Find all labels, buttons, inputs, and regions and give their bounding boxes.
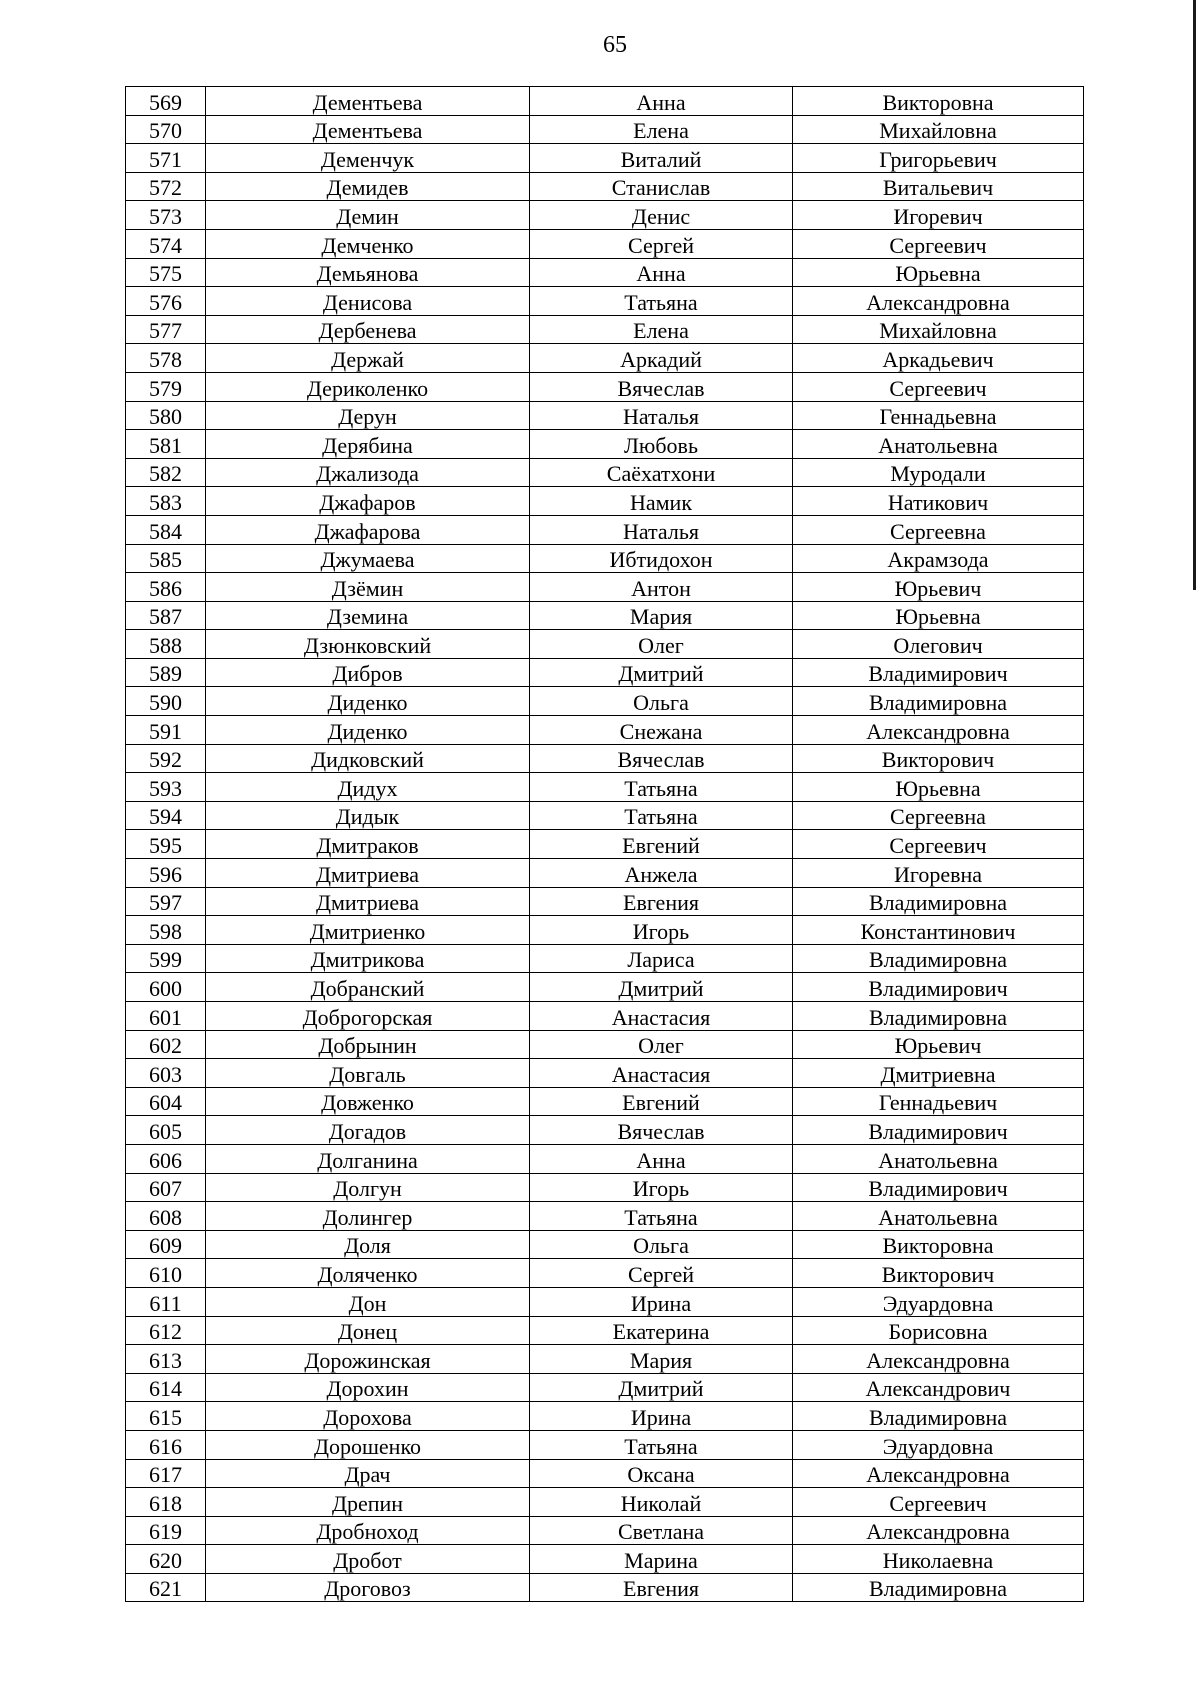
row-number-cell: 575 bbox=[126, 258, 206, 287]
last-name-cell: Догадов bbox=[206, 1116, 530, 1145]
patronymic-cell: Сергеевна bbox=[793, 801, 1084, 830]
first-name-cell: Ирина bbox=[530, 1402, 793, 1431]
first-name-cell: Елена bbox=[530, 315, 793, 344]
last-name-cell: Дементьева bbox=[206, 87, 530, 116]
patronymic-cell: Викторовна bbox=[793, 1230, 1084, 1259]
table-row bbox=[126, 744, 1084, 773]
last-name-cell: Драч bbox=[206, 1459, 530, 1488]
row-number-cell: 580 bbox=[126, 401, 206, 430]
last-name-cell: Демин bbox=[206, 201, 530, 230]
row-number-cell: 570 bbox=[126, 115, 206, 144]
patronymic-cell: Дмитриевна bbox=[793, 1059, 1084, 1088]
first-name-cell: Екатерина bbox=[530, 1316, 793, 1345]
first-name-cell: Ольга bbox=[530, 687, 793, 716]
first-name-cell: Наталья bbox=[530, 515, 793, 544]
row-number-cell: 608 bbox=[126, 1202, 206, 1231]
last-name-cell: Долингер bbox=[206, 1202, 530, 1231]
patronymic-cell: Юрьевич bbox=[793, 573, 1084, 602]
first-name-cell: Татьяна bbox=[530, 1202, 793, 1231]
row-number-cell: 571 bbox=[126, 144, 206, 173]
table-row bbox=[126, 258, 1084, 287]
table-row bbox=[126, 1459, 1084, 1488]
row-number-cell: 591 bbox=[126, 716, 206, 745]
first-name-cell: Денис bbox=[530, 201, 793, 230]
first-name-cell: Евгений bbox=[530, 830, 793, 859]
row-number-cell: 573 bbox=[126, 201, 206, 230]
row-number-cell: 603 bbox=[126, 1059, 206, 1088]
last-name-cell: Дмитрикова bbox=[206, 944, 530, 973]
patronymic-cell: Сергеевич bbox=[793, 372, 1084, 401]
patronymic-cell: Владимировна bbox=[793, 1573, 1084, 1602]
row-number-cell: 613 bbox=[126, 1345, 206, 1374]
last-name-cell: Дмитраков bbox=[206, 830, 530, 859]
row-number-cell: 592 bbox=[126, 744, 206, 773]
patronymic-cell: Александрович bbox=[793, 1373, 1084, 1402]
row-number-cell: 605 bbox=[126, 1116, 206, 1145]
patronymic-cell: Владимирович bbox=[793, 973, 1084, 1002]
last-name-cell: Довженко bbox=[206, 1087, 530, 1116]
row-number-cell: 577 bbox=[126, 315, 206, 344]
row-number-cell: 600 bbox=[126, 973, 206, 1002]
table-row bbox=[126, 458, 1084, 487]
patronymic-cell: Эдуардовна bbox=[793, 1430, 1084, 1459]
row-number-cell: 619 bbox=[126, 1516, 206, 1545]
table-row bbox=[126, 115, 1084, 144]
first-name-cell: Ибтидохон bbox=[530, 544, 793, 573]
last-name-cell: Довгаль bbox=[206, 1059, 530, 1088]
table-row bbox=[126, 1402, 1084, 1431]
row-number-cell: 614 bbox=[126, 1373, 206, 1402]
patronymic-cell: Викторович bbox=[793, 744, 1084, 773]
first-name-cell: Дмитрий bbox=[530, 1373, 793, 1402]
table-row bbox=[126, 1030, 1084, 1059]
table-row bbox=[126, 144, 1084, 173]
first-name-cell: Мария bbox=[530, 1345, 793, 1374]
patronymic-cell: Витальевич bbox=[793, 172, 1084, 201]
row-number-cell: 606 bbox=[126, 1144, 206, 1173]
table-row bbox=[126, 1202, 1084, 1231]
last-name-cell: Джумаева bbox=[206, 544, 530, 573]
table-row bbox=[126, 801, 1084, 830]
row-number-cell: 576 bbox=[126, 287, 206, 316]
table-row bbox=[126, 544, 1084, 573]
first-name-cell: Евгения bbox=[530, 1573, 793, 1602]
row-number-cell: 597 bbox=[126, 887, 206, 916]
last-name-cell: Дзёмин bbox=[206, 573, 530, 602]
first-name-cell: Ирина bbox=[530, 1287, 793, 1316]
patronymic-cell: Михайловна bbox=[793, 315, 1084, 344]
patronymic-cell: Юрьевна bbox=[793, 258, 1084, 287]
first-name-cell: Евгения bbox=[530, 887, 793, 916]
patronymic-cell: Анатольевна bbox=[793, 430, 1084, 459]
table-row bbox=[126, 344, 1084, 373]
first-name-cell: Анастасия bbox=[530, 1059, 793, 1088]
last-name-cell: Диденко bbox=[206, 687, 530, 716]
last-name-cell: Дерун bbox=[206, 401, 530, 430]
table-row bbox=[126, 287, 1084, 316]
patronymic-cell: Владимировна bbox=[793, 887, 1084, 916]
last-name-cell: Доляченко bbox=[206, 1259, 530, 1288]
table-row bbox=[126, 1059, 1084, 1088]
row-number-cell: 610 bbox=[126, 1259, 206, 1288]
first-name-cell: Евгений bbox=[530, 1087, 793, 1116]
table-row bbox=[126, 887, 1084, 916]
first-name-cell: Татьяна bbox=[530, 287, 793, 316]
first-name-cell: Намик bbox=[530, 487, 793, 516]
patronymic-cell: Анатольевна bbox=[793, 1144, 1084, 1173]
first-name-cell: Снежана bbox=[530, 716, 793, 745]
row-number-cell: 588 bbox=[126, 630, 206, 659]
table-row bbox=[126, 973, 1084, 1002]
last-name-cell: Демченко bbox=[206, 229, 530, 258]
table-row bbox=[126, 172, 1084, 201]
table-row bbox=[126, 1116, 1084, 1145]
first-name-cell: Вячеслав bbox=[530, 372, 793, 401]
first-name-cell: Светлана bbox=[530, 1516, 793, 1545]
table-row bbox=[126, 1230, 1084, 1259]
table-row bbox=[126, 687, 1084, 716]
first-name-cell: Анастасия bbox=[530, 1002, 793, 1031]
patronymic-cell: Борисовна bbox=[793, 1316, 1084, 1345]
table-row bbox=[126, 573, 1084, 602]
first-name-cell: Любовь bbox=[530, 430, 793, 459]
first-name-cell: Марина bbox=[530, 1545, 793, 1574]
row-number-cell: 585 bbox=[126, 544, 206, 573]
table-row bbox=[126, 1002, 1084, 1031]
patronymic-cell: Михайловна bbox=[793, 115, 1084, 144]
last-name-cell: Дербенева bbox=[206, 315, 530, 344]
last-name-cell: Дидковский bbox=[206, 744, 530, 773]
table-row bbox=[126, 1516, 1084, 1545]
last-name-cell: Демьянова bbox=[206, 258, 530, 287]
last-name-cell: Дробот bbox=[206, 1545, 530, 1574]
table-row bbox=[126, 315, 1084, 344]
patronymic-cell: Владимировна bbox=[793, 687, 1084, 716]
row-number-cell: 594 bbox=[126, 801, 206, 830]
last-name-cell: Диденко bbox=[206, 716, 530, 745]
row-number-cell: 584 bbox=[126, 515, 206, 544]
first-name-cell: Саёхатхони bbox=[530, 458, 793, 487]
last-name-cell: Дрепин bbox=[206, 1488, 530, 1517]
row-number-cell: 587 bbox=[126, 601, 206, 630]
patronymic-cell: Аркадьевич bbox=[793, 344, 1084, 373]
table-row bbox=[126, 944, 1084, 973]
patronymic-cell: Юрьевич bbox=[793, 1030, 1084, 1059]
last-name-cell: Дибров bbox=[206, 658, 530, 687]
row-number-cell: 578 bbox=[126, 344, 206, 373]
patronymic-cell: Александровна bbox=[793, 1459, 1084, 1488]
patronymic-cell: Муродали bbox=[793, 458, 1084, 487]
patronymic-cell: Владимирович bbox=[793, 658, 1084, 687]
last-name-cell: Доброгорская bbox=[206, 1002, 530, 1031]
first-name-cell: Татьяна bbox=[530, 773, 793, 802]
last-name-cell: Дорошенко bbox=[206, 1430, 530, 1459]
table-row bbox=[126, 430, 1084, 459]
table-row bbox=[126, 1087, 1084, 1116]
first-name-cell: Татьяна bbox=[530, 801, 793, 830]
row-number-cell: 617 bbox=[126, 1459, 206, 1488]
patronymic-cell: Игоревич bbox=[793, 201, 1084, 230]
last-name-cell: Дробноход bbox=[206, 1516, 530, 1545]
table-row bbox=[126, 773, 1084, 802]
patronymic-cell: Александровна bbox=[793, 1516, 1084, 1545]
table-row bbox=[126, 1259, 1084, 1288]
last-name-cell: Доля bbox=[206, 1230, 530, 1259]
row-number-cell: 593 bbox=[126, 773, 206, 802]
patronymic-cell: Александровна bbox=[793, 1345, 1084, 1374]
row-number-cell: 572 bbox=[126, 172, 206, 201]
last-name-cell: Джализода bbox=[206, 458, 530, 487]
last-name-cell: Долганина bbox=[206, 1144, 530, 1173]
row-number-cell: 609 bbox=[126, 1230, 206, 1259]
first-name-cell: Оксана bbox=[530, 1459, 793, 1488]
patronymic-cell: Александровна bbox=[793, 287, 1084, 316]
first-name-cell: Наталья bbox=[530, 401, 793, 430]
patronymic-cell: Сергеевич bbox=[793, 1488, 1084, 1517]
patronymic-cell: Олегович bbox=[793, 630, 1084, 659]
last-name-cell: Дмитриенко bbox=[206, 916, 530, 945]
first-name-cell: Анжела bbox=[530, 859, 793, 888]
first-name-cell: Мария bbox=[530, 601, 793, 630]
last-name-cell: Дмитриева bbox=[206, 859, 530, 888]
table-row bbox=[126, 658, 1084, 687]
last-name-cell: Дериколенко bbox=[206, 372, 530, 401]
first-name-cell: Анна bbox=[530, 258, 793, 287]
table-row bbox=[126, 487, 1084, 516]
patronymic-cell: Викторович bbox=[793, 1259, 1084, 1288]
last-name-cell: Долгун bbox=[206, 1173, 530, 1202]
patronymic-cell: Николаевна bbox=[793, 1545, 1084, 1574]
patronymic-cell: Владимирович bbox=[793, 1116, 1084, 1145]
last-name-cell: Дон bbox=[206, 1287, 530, 1316]
patronymic-cell: Натикович bbox=[793, 487, 1084, 516]
last-name-cell: Дементьева bbox=[206, 115, 530, 144]
row-number-cell: 618 bbox=[126, 1488, 206, 1517]
patronymic-cell: Александровна bbox=[793, 716, 1084, 745]
patronymic-cell: Сергеевич bbox=[793, 830, 1084, 859]
table-row bbox=[126, 830, 1084, 859]
table-row bbox=[126, 401, 1084, 430]
row-number-cell: 604 bbox=[126, 1087, 206, 1116]
first-name-cell: Станислав bbox=[530, 172, 793, 201]
table-row bbox=[126, 1144, 1084, 1173]
patronymic-cell: Юрьевна bbox=[793, 773, 1084, 802]
table-row bbox=[126, 601, 1084, 630]
row-number-cell: 589 bbox=[126, 658, 206, 687]
first-name-cell: Лариса bbox=[530, 944, 793, 973]
last-name-cell: Дорохова bbox=[206, 1402, 530, 1431]
table-row bbox=[126, 372, 1084, 401]
row-number-cell: 582 bbox=[126, 458, 206, 487]
table-row bbox=[126, 1430, 1084, 1459]
patronymic-cell: Юрьевна bbox=[793, 601, 1084, 630]
row-number-cell: 579 bbox=[126, 372, 206, 401]
patronymic-cell: Игоревна bbox=[793, 859, 1084, 888]
row-number-cell: 581 bbox=[126, 430, 206, 459]
roster-table bbox=[125, 86, 1084, 1602]
first-name-cell: Вячеслав bbox=[530, 1116, 793, 1145]
patronymic-cell: Владимировна bbox=[793, 944, 1084, 973]
table-row bbox=[126, 1316, 1084, 1345]
row-number-cell: 596 bbox=[126, 859, 206, 888]
row-number-cell: 615 bbox=[126, 1402, 206, 1431]
row-number-cell: 607 bbox=[126, 1173, 206, 1202]
table-row bbox=[126, 1545, 1084, 1574]
patronymic-cell: Владимирович bbox=[793, 1173, 1084, 1202]
row-number-cell: 595 bbox=[126, 830, 206, 859]
row-number-cell: 569 bbox=[126, 87, 206, 116]
last-name-cell: Дмитриева bbox=[206, 887, 530, 916]
row-number-cell: 612 bbox=[126, 1316, 206, 1345]
first-name-cell: Игорь bbox=[530, 1173, 793, 1202]
last-name-cell: Джафарова bbox=[206, 515, 530, 544]
table-row bbox=[126, 1173, 1084, 1202]
row-number-cell: 574 bbox=[126, 229, 206, 258]
table-row bbox=[126, 716, 1084, 745]
last-name-cell: Демидев bbox=[206, 172, 530, 201]
last-name-cell: Дроговоз bbox=[206, 1573, 530, 1602]
page-number: 65 bbox=[603, 32, 627, 58]
patronymic-cell: Владимировна bbox=[793, 1002, 1084, 1031]
first-name-cell: Татьяна bbox=[530, 1430, 793, 1459]
first-name-cell: Сергей bbox=[530, 1259, 793, 1288]
last-name-cell: Дорохин bbox=[206, 1373, 530, 1402]
last-name-cell: Добрынин bbox=[206, 1030, 530, 1059]
patronymic-cell: Сергеевна bbox=[793, 515, 1084, 544]
last-name-cell: Джафаров bbox=[206, 487, 530, 516]
first-name-cell: Дмитрий bbox=[530, 973, 793, 1002]
row-number-cell: 621 bbox=[126, 1573, 206, 1602]
first-name-cell: Анна bbox=[530, 87, 793, 116]
first-name-cell: Олег bbox=[530, 630, 793, 659]
last-name-cell: Деменчук bbox=[206, 144, 530, 173]
table-row bbox=[126, 916, 1084, 945]
last-name-cell: Дерябина bbox=[206, 430, 530, 459]
row-number-cell: 583 bbox=[126, 487, 206, 516]
patronymic-cell: Эдуардовна bbox=[793, 1287, 1084, 1316]
roster-body bbox=[126, 87, 1084, 1602]
table-row bbox=[126, 1488, 1084, 1517]
table-row bbox=[126, 859, 1084, 888]
row-number-cell: 611 bbox=[126, 1287, 206, 1316]
row-number-cell: 602 bbox=[126, 1030, 206, 1059]
table-row bbox=[126, 229, 1084, 258]
first-name-cell: Игорь bbox=[530, 916, 793, 945]
patronymic-cell: Григорьевич bbox=[793, 144, 1084, 173]
patronymic-cell: Викторовна bbox=[793, 87, 1084, 116]
first-name-cell: Сергей bbox=[530, 229, 793, 258]
first-name-cell: Ольга bbox=[530, 1230, 793, 1259]
first-name-cell: Антон bbox=[530, 573, 793, 602]
scan-edge-mark bbox=[1193, 0, 1196, 590]
last-name-cell: Держай bbox=[206, 344, 530, 373]
last-name-cell: Дземина bbox=[206, 601, 530, 630]
last-name-cell: Донец bbox=[206, 1316, 530, 1345]
first-name-cell: Олег bbox=[530, 1030, 793, 1059]
table-row bbox=[126, 1373, 1084, 1402]
patronymic-cell: Владимировна bbox=[793, 1402, 1084, 1431]
last-name-cell: Дидык bbox=[206, 801, 530, 830]
row-number-cell: 598 bbox=[126, 916, 206, 945]
table-row bbox=[126, 1573, 1084, 1602]
patronymic-cell: Геннадьевна bbox=[793, 401, 1084, 430]
table-row bbox=[126, 630, 1084, 659]
first-name-cell: Елена bbox=[530, 115, 793, 144]
first-name-cell: Анна bbox=[530, 1144, 793, 1173]
row-number-cell: 590 bbox=[126, 687, 206, 716]
last-name-cell: Денисова bbox=[206, 287, 530, 316]
table-row bbox=[126, 1287, 1084, 1316]
last-name-cell: Добранский bbox=[206, 973, 530, 1002]
row-number-cell: 616 bbox=[126, 1430, 206, 1459]
patronymic-cell: Акрамзода bbox=[793, 544, 1084, 573]
row-number-cell: 620 bbox=[126, 1545, 206, 1574]
row-number-cell: 586 bbox=[126, 573, 206, 602]
first-name-cell: Аркадий bbox=[530, 344, 793, 373]
table-row bbox=[126, 201, 1084, 230]
table-row bbox=[126, 515, 1084, 544]
first-name-cell: Виталий bbox=[530, 144, 793, 173]
first-name-cell: Николай bbox=[530, 1488, 793, 1517]
patronymic-cell: Константинович bbox=[793, 916, 1084, 945]
first-name-cell: Дмитрий bbox=[530, 658, 793, 687]
first-name-cell: Вячеслав bbox=[530, 744, 793, 773]
row-number-cell: 601 bbox=[126, 1002, 206, 1031]
table-row bbox=[126, 87, 1084, 116]
row-number-cell: 599 bbox=[126, 944, 206, 973]
table-row bbox=[126, 1345, 1084, 1374]
patronymic-cell: Сергеевич bbox=[793, 229, 1084, 258]
patronymic-cell: Анатольевна bbox=[793, 1202, 1084, 1231]
last-name-cell: Дорожинская bbox=[206, 1345, 530, 1374]
patronymic-cell: Геннадьевич bbox=[793, 1087, 1084, 1116]
last-name-cell: Дидух bbox=[206, 773, 530, 802]
last-name-cell: Дзюнковский bbox=[206, 630, 530, 659]
